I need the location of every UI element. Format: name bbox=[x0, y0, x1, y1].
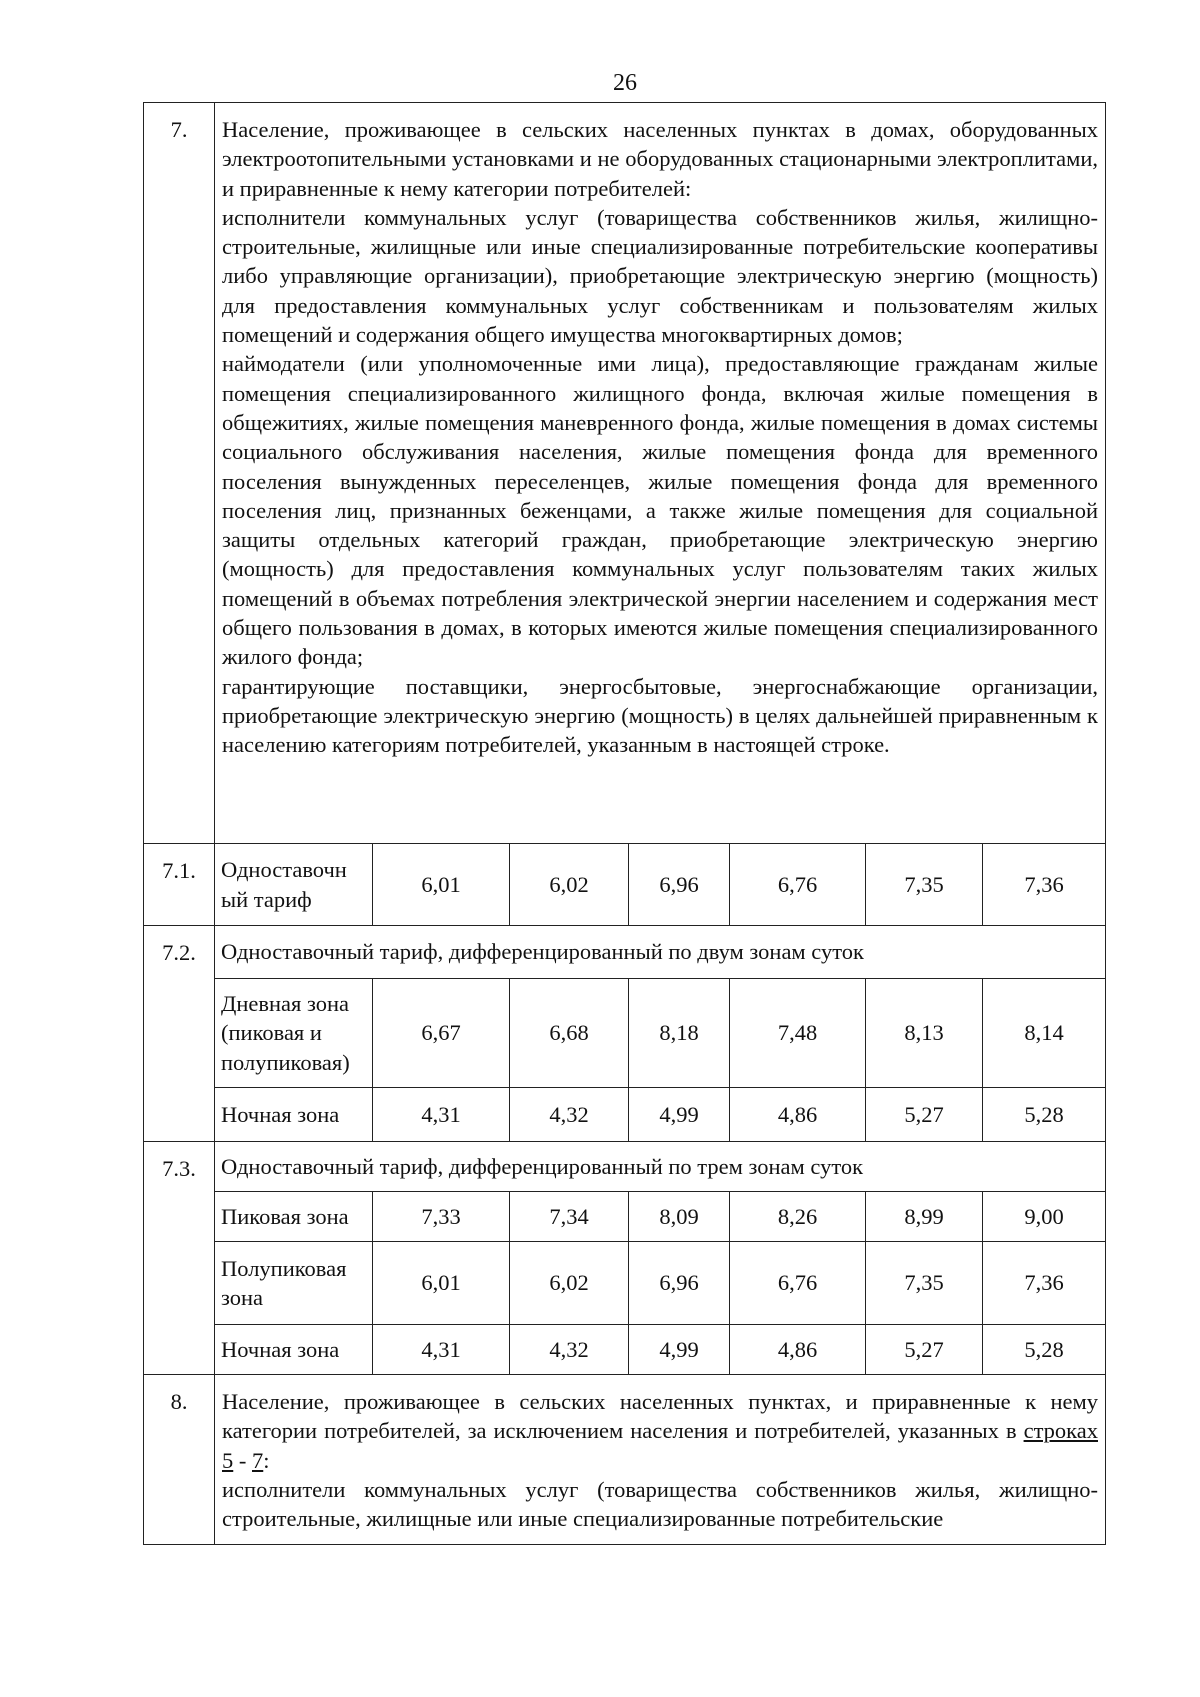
paragraph: исполнители коммунальных услуг (товарищества собственников жилья, жилищно-строительные, жилищные или иные специализированные потребительские bbox=[222, 1476, 1098, 1532]
table-row bbox=[144, 1242, 1106, 1325]
row-number: 7.2. bbox=[144, 926, 215, 1142]
paragraph bbox=[222, 1387, 1098, 1475]
tariff-value: 7,35 bbox=[866, 1242, 983, 1325]
tariff-value: 6,76 bbox=[730, 1242, 866, 1325]
paragraph: исполнители коммунальных услуг (товарищества собственников жилья, жилищно-строительные, жилищные или иные специализированные потребительские кооперативы либо управляющие организации), приобретающие электрическую энергию (мощность) для предоставления коммунальных услуг собственникам и пользователям жилых помещений и содержания общего имущества многоквартирных домов; bbox=[222, 204, 1098, 348]
tariff-value: 6,01 bbox=[373, 1242, 510, 1325]
row-description bbox=[215, 103, 1106, 844]
tariff-value: 7,34 bbox=[510, 1192, 629, 1242]
tariff-value: 4,31 bbox=[373, 1088, 510, 1142]
page-number: 26 bbox=[613, 70, 637, 96]
tariff-label: Полупиковая зона bbox=[215, 1242, 373, 1325]
tariff-label: Ночная зона bbox=[215, 1325, 373, 1375]
tariff-value: 5,28 bbox=[983, 1325, 1106, 1375]
tariff-value: 6,68 bbox=[510, 979, 629, 1088]
tariff-value: 8,13 bbox=[866, 979, 983, 1088]
table-row bbox=[144, 844, 1106, 926]
tariff-value: 4,32 bbox=[510, 1088, 629, 1142]
tariff-label: Дневная зона (пиковая и полупиковая) bbox=[215, 979, 373, 1088]
tariff-value: 7,35 bbox=[866, 844, 983, 926]
table-row bbox=[144, 103, 1106, 844]
tariff-table bbox=[143, 102, 1106, 1545]
tariff-value: 4,86 bbox=[730, 1088, 866, 1142]
tariff-value: 6,67 bbox=[373, 979, 510, 1088]
tariff-label: Ночная зона bbox=[215, 1088, 373, 1142]
table-row bbox=[144, 1088, 1106, 1142]
row-number: 8. bbox=[144, 1375, 215, 1545]
tariff-value: 5,27 bbox=[866, 1088, 983, 1142]
text: : bbox=[263, 1447, 270, 1473]
tariff-value: 9,00 bbox=[983, 1192, 1106, 1242]
link-row-7[interactable]: 7 bbox=[252, 1447, 264, 1473]
text: Население, проживающее в сельских населенных пунктах, и приравненные к нему категории потребителей, за исключением населения и потребителей, указанных в bbox=[222, 1389, 1098, 1444]
tariff-value: 4,99 bbox=[629, 1325, 730, 1375]
section-title: Одноставочный тариф, дифференцированный по трем зонам суток bbox=[215, 1142, 1106, 1192]
row-number: 7.1. bbox=[144, 844, 215, 926]
tariff-value: 8,26 bbox=[730, 1192, 866, 1242]
tariff-value: 8,14 bbox=[983, 979, 1106, 1088]
paragraph: гарантирующие поставщики, энергосбытовые, энергоснабжающие организации, приобретающие электрическую энергию (мощность) в целях дальнейшей приравненным к населению категориям потребителей, указанным в настоящей строке. bbox=[222, 673, 1098, 758]
table-row bbox=[144, 979, 1106, 1088]
row-number: 7. bbox=[144, 103, 215, 844]
tariff-value: 7,36 bbox=[983, 1242, 1106, 1325]
tariff-value: 4,86 bbox=[730, 1325, 866, 1375]
tariff-value: 6,02 bbox=[510, 1242, 629, 1325]
tariff-value: 6,01 bbox=[373, 844, 510, 926]
table-row bbox=[144, 1375, 1106, 1545]
tariff-value: 7,36 bbox=[983, 844, 1106, 926]
tariff-value: 5,27 bbox=[866, 1325, 983, 1375]
paragraph: наймодатели (или уполномоченные ими лица), предоставляющие гражданам жилые помещения специализированного жилищного фонда, включая жилые помещения в общежитиях, жилые помещения маневренного фонда, жилые помещения в домах системы социального обслуживания населения, жилые помещения фонда для временного поселения вынужденных переселенцев, жилые помещения фонда для временного поселения лиц, признанных беженцами, а также жилые помещения для социальной защиты отдельных категорий граждан, приобретающие электрическую энергию (мощность) для предоставления коммунальных услуг пользователям таких жилых помещений в объемах потребления электрической энергии населением и содержания мест общего пользования в домах, в которых имеются жилые помещения специализированного жилого фонда; bbox=[222, 351, 1098, 670]
row-number: 7.3. bbox=[144, 1142, 215, 1375]
tariff-value: 4,99 bbox=[629, 1088, 730, 1142]
table-row bbox=[144, 926, 1106, 979]
table-row bbox=[144, 1192, 1106, 1242]
section-title: Одноставочный тариф, дифференцированный по двум зонам суток bbox=[215, 926, 1106, 979]
paragraph: Население, проживающее в сельских населенных пунктах в домах, оборудованных электроотопительными установками и не оборудованных стационарными электроплитами, и приравненные к нему категории потребителей: bbox=[222, 117, 1098, 201]
tariff-value: 6,76 bbox=[730, 844, 866, 926]
tariff-value: 8,99 bbox=[866, 1192, 983, 1242]
tariff-value: 6,02 bbox=[510, 844, 629, 926]
tariff-value: 8,18 bbox=[629, 979, 730, 1088]
row-description bbox=[215, 1375, 1106, 1545]
tariff-value: 7,48 bbox=[730, 979, 866, 1088]
tariff-value: 8,09 bbox=[629, 1192, 730, 1242]
tariff-label: Одноставочн ый тариф bbox=[215, 844, 373, 926]
table-row bbox=[144, 1142, 1106, 1192]
tariff-value: 7,33 bbox=[373, 1192, 510, 1242]
tariff-value: 4,32 bbox=[510, 1325, 629, 1375]
tariff-value: 5,28 bbox=[983, 1088, 1106, 1142]
tariff-value: 4,31 bbox=[373, 1325, 510, 1375]
tariff-label: Пиковая зона bbox=[215, 1192, 373, 1242]
text: - bbox=[233, 1447, 252, 1473]
table-row bbox=[144, 1325, 1106, 1375]
tariff-value: 6,96 bbox=[629, 844, 730, 926]
link-rows-5[interactable]: строках 5 bbox=[222, 1418, 1098, 1473]
tariff-value: 6,96 bbox=[629, 1242, 730, 1325]
